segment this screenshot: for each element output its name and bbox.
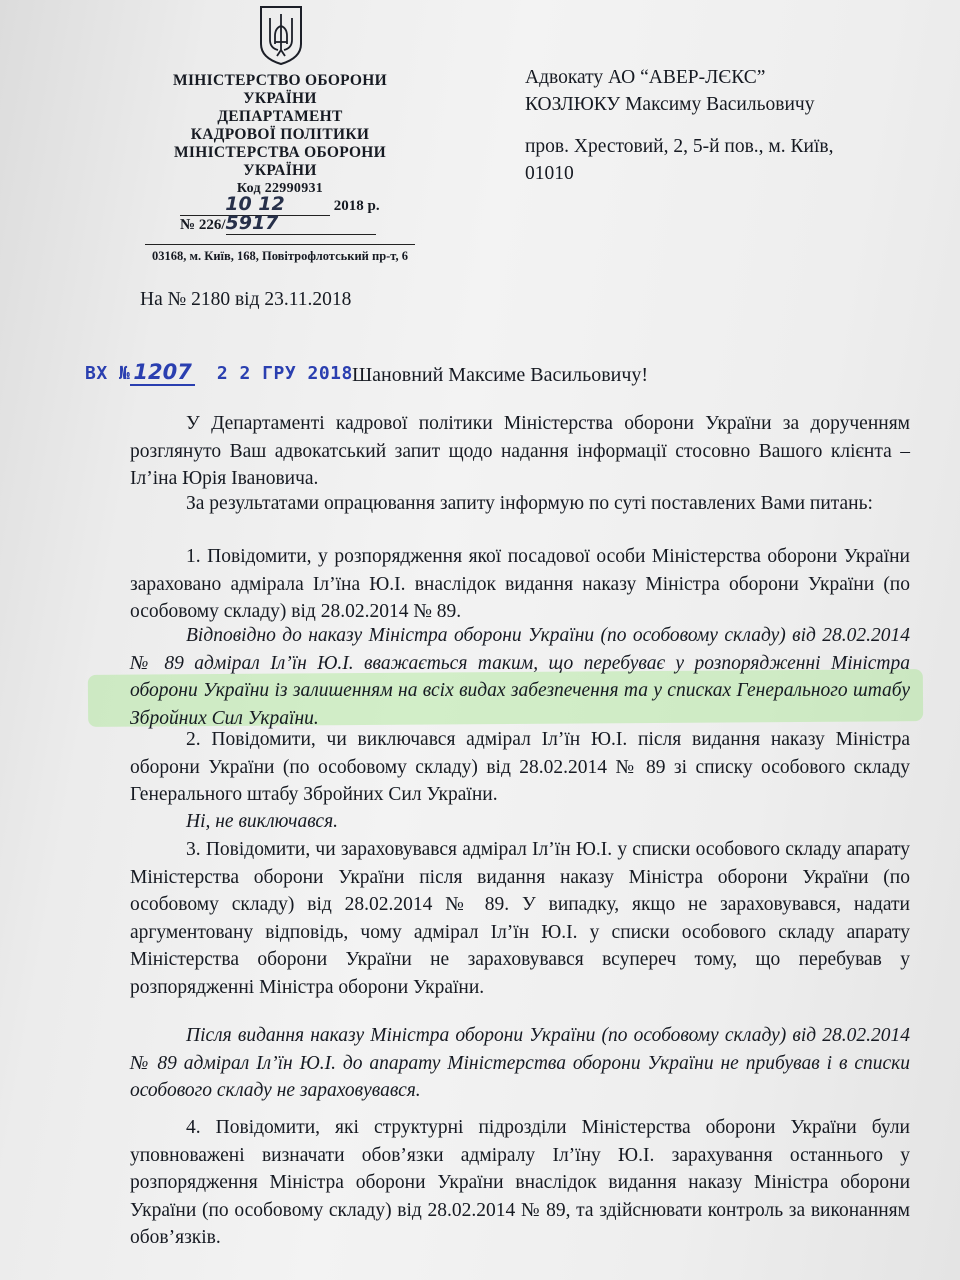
recipient-line-3: пров. Хрестовий, 2, 5-й пов., м. Київ, xyxy=(525,136,834,157)
header-code: Код 22990931 xyxy=(236,181,324,196)
recipient-block xyxy=(525,64,814,118)
stamp-number: 1207 xyxy=(130,360,194,386)
answer-2: Ні, не виключався. xyxy=(186,811,339,832)
header-line-6: УКРАЇНИ xyxy=(243,162,317,179)
paragraph-results: За результатами опрацювання запиту інформую по суті поставлених Вами питань: xyxy=(186,493,873,514)
recipient-line-4: 01010 xyxy=(525,163,574,184)
reference-number: На № 2180 від 23.11.2018 xyxy=(140,289,352,310)
recipient-line-1: Адвокату АО “АВЕР-ЛЄКС” xyxy=(525,67,766,88)
header-line-3: ДЕПАРТАМЕНТ xyxy=(217,108,343,125)
answer-1: Відповідно до наказу Міністра оборони України (по особовому складу) від 28.02.2014 № 89 адмірал Іл’їн Ю.І. вважається таким, що перебуває у розпорядженні Міністра оборони України із залишенням на всіх видах забезпечення та у списках Генерального штабу Збройних Сил України. xyxy=(130,625,910,729)
outgoing-number-hand: 5917 xyxy=(226,212,376,235)
incoming-stamp xyxy=(85,360,353,384)
ministry-header xyxy=(150,72,410,198)
answer-3: Після видання наказу Міністра оборони України (по особовому складу) від 28.02.2014 № 89 адмірал Іл’їн Ю.І. до апарату Міністерства оборони України не прибував і в списки особового складу не зараховувався. xyxy=(130,1025,910,1101)
stamp-date: 2 2 ГРУ 2018 xyxy=(216,363,353,384)
outgoing-year: 2018 р. xyxy=(333,198,380,214)
question-1: 1. Повідомити, у розпорядження якої посадової особи Міністерства оборони України зараховано адмірала Іл’їна Ю.І. внаслідок видання наказу Міністра оборони України (по особовому складу) від 28.02.2014 № 89. xyxy=(130,546,910,622)
outgoing-number-prefix: № 226/ xyxy=(180,217,226,233)
question-3: 3. Повідомити, чи зараховувався адмірал Іл’їн Ю.І. у списки особового складу апарату Міністерства оборони України після видання наказу Міністра оборони України (по особовому складу) від 28.02.2014 № 89. У випадку, якщо не зараховувався, надати аргументовану відповідь, чому адмірал Іл’їн Ю.І. у списки особового складу апарату Міністерства оборони України не зараховувався всупереч тому, що перебував у розпорядженні Міністра оборони України. xyxy=(130,839,910,998)
stamp-prefix: ВХ № xyxy=(85,363,131,384)
paragraph-intro: У Департаменті кадрової політики Міністерства оборони України за дорученням розглянуто Ваш адвокатський запит щодо надання інформації стосовно Вашого клієнта – Іл’іна Юрія Івановича. xyxy=(130,413,910,489)
header-line-4: КАДРОВОЇ ПОЛІТИКИ xyxy=(190,126,370,143)
question-2: 2. Повідомити, чи виключався адмірал Іл’їн Ю.І. після видання наказу Міністра оборони України (по особовому складу) від 28.02.2014 № 89 зі списку особового складу Генерального штабу Збройних Сил України. xyxy=(130,729,910,805)
ministry-address: 03168, м. Київ, 168, Повітрофлотський пр-т, 6 xyxy=(145,244,415,264)
outgoing-date-hand: 10 12 xyxy=(180,193,330,216)
outgoing-number-line xyxy=(180,212,376,235)
salutation: Шановний Максиме Васильовичу! xyxy=(352,364,649,386)
recipient-address xyxy=(525,133,833,187)
trident-emblem-icon xyxy=(258,4,304,66)
recipient-line-2: КОЗЛЮКУ Максиму Васильовичу xyxy=(525,94,815,115)
header-line-5: МІНІСТЕРСТВА ОБОРОНИ xyxy=(173,144,387,161)
question-4: 4. Повідомити, які структурні підрозділи Міністерства оборони України були уповноважені визначати обов’язки адміралу Іл’їну Ю.І. зарахування останнього у розпорядження Міністра оборони України внаслідок видання наказу Міністра оборони України (по особовому складу) від 28.02.2014 № 89, та здійснювати контроль за виконанням обов’язків. xyxy=(130,1117,910,1248)
header-line-2: УКРАЇНИ xyxy=(243,90,317,107)
header-line-1: МІНІСТЕРСТВО ОБОРОНИ xyxy=(173,72,387,89)
